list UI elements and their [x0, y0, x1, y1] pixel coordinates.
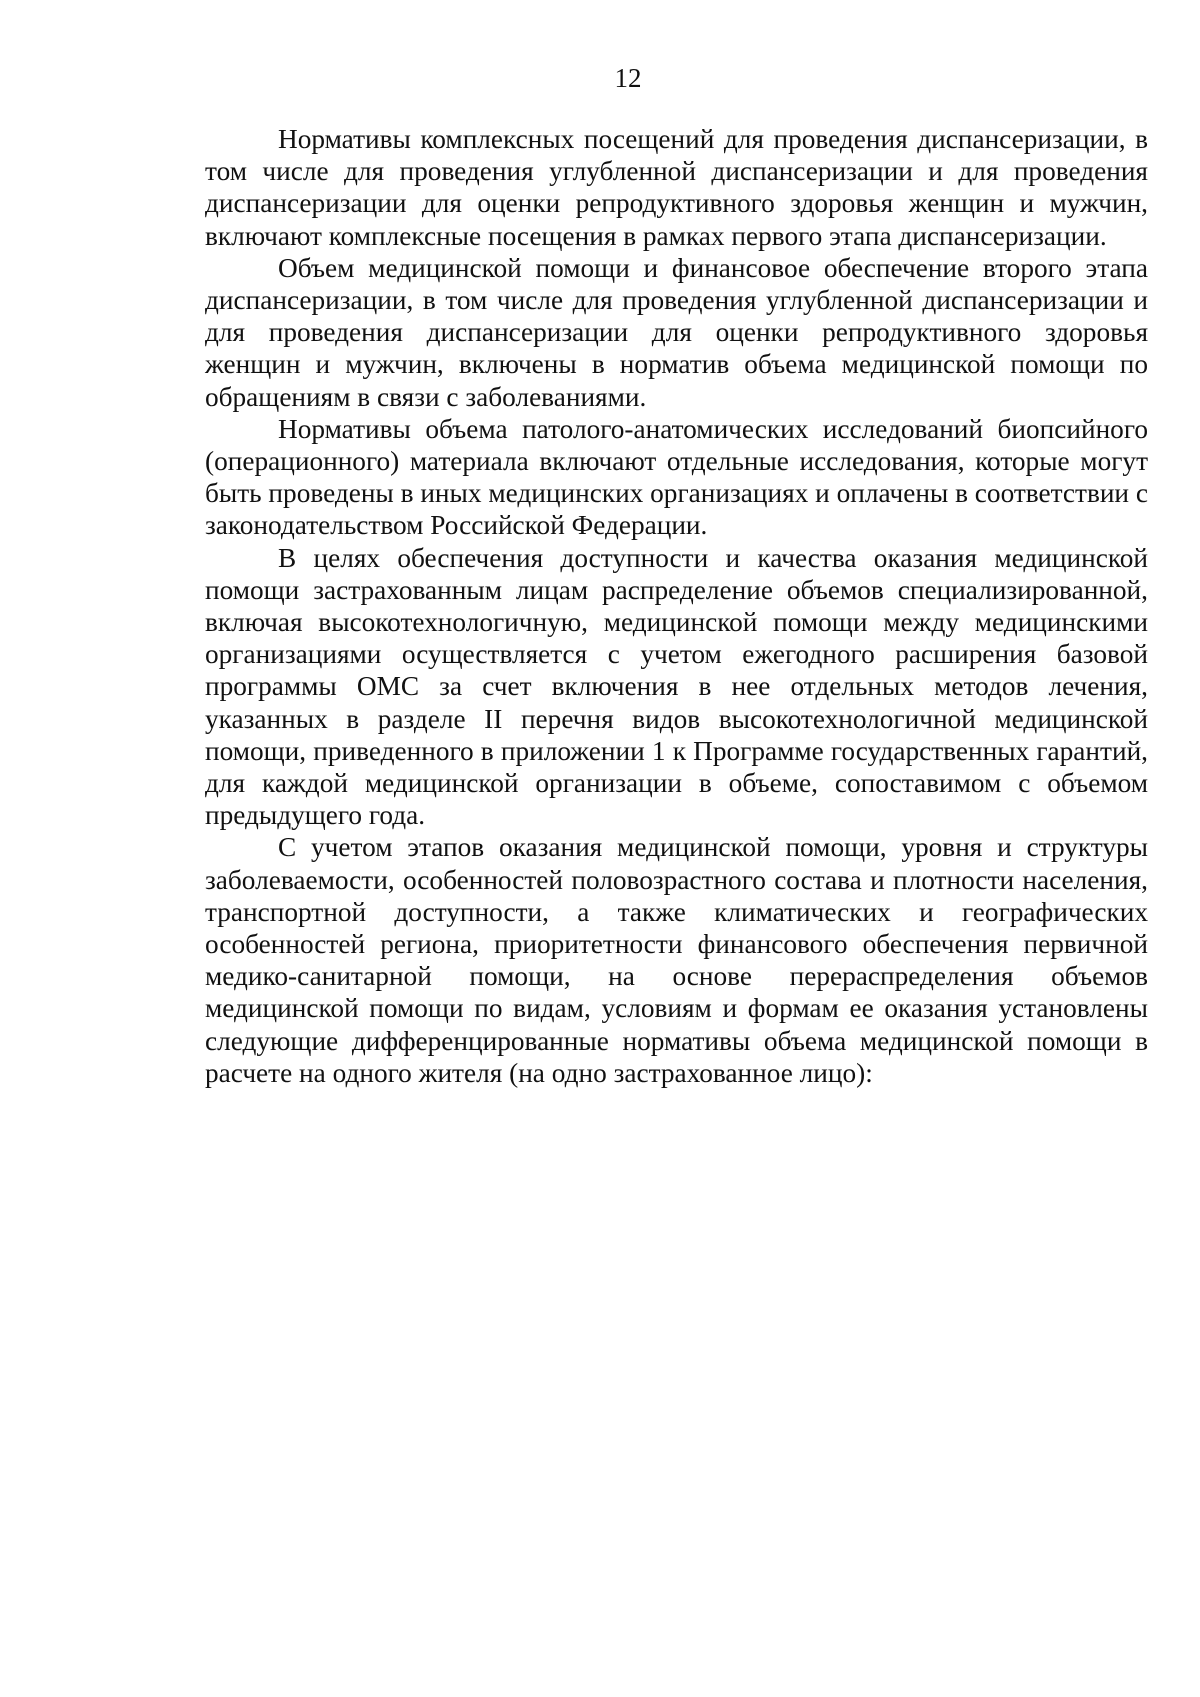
paragraph-second-stage-dispensary: Объем медицинской помощи и финансовое обеспечение второго этапа диспансеризации, в том числе для проведения углубленной диспансеризации и для проведения диспансеризации для оценки репродуктивного здоровья женщин и мужчин, включены в норматив объема медицинской помощи по обращениям в связи с заболеваниями. — [205, 252, 1148, 412]
document-body — [205, 123, 1148, 1089]
paragraph-differentiated-norms: С учетом этапов оказания медицинской помощи, уровня и структуры заболеваемости, особенностей половозрастного состава и плотности населения, транспортной доступности, а также климатических и географических особенностей региона, приоритетности финансового обеспечения первичной медико-санитарной помощи, на основе перераспределения объемов медицинской помощи по видам, условиям и формам ее оказания установлены следующие дифференцированные нормативы объема медицинской помощи в расчете на одного жителя (на одно застрахованное лицо): — [205, 832, 1148, 1088]
paragraph-pathology-research-norms: Нормативы объема патолого-анатомических исследований биопсийного (операционного) материала включают отдельные исследования, которые могут быть проведены в иных медицинских организациях и оплачены в соответствии с законодательством Российской Федерации. — [205, 413, 1148, 541]
paragraph-specialized-care-distribution: В целях обеспечения доступности и качества оказания медицинской помощи застрахованным лицам распределение объемов специализированной, включая высокотехнологичную, медицинской помощи между медицинскими организациями осуществляется с учетом ежегодного расширения базовой программы ОМС за счет включения в нее отдельных методов лечения, указанных в разделе II перечня видов высокотехнологичной медицинской помощи, приведенного в приложении 1 к Программе государственных гарантий, для каждой медицинской организации в объеме, сопоставимом с объемом предыдущего года. — [205, 542, 1148, 831]
page-number: 12 — [614, 63, 642, 93]
paragraph-dispensary-visit-norms: Нормативы комплексных посещений для проведения диспансеризации, в том числе для проведения углубленной диспансеризации и для проведения диспансеризации для оценки репродуктивного здоровья женщин и мужчин, включают комплексные посещения в рамках первого этапа диспансеризации. — [205, 124, 1148, 251]
